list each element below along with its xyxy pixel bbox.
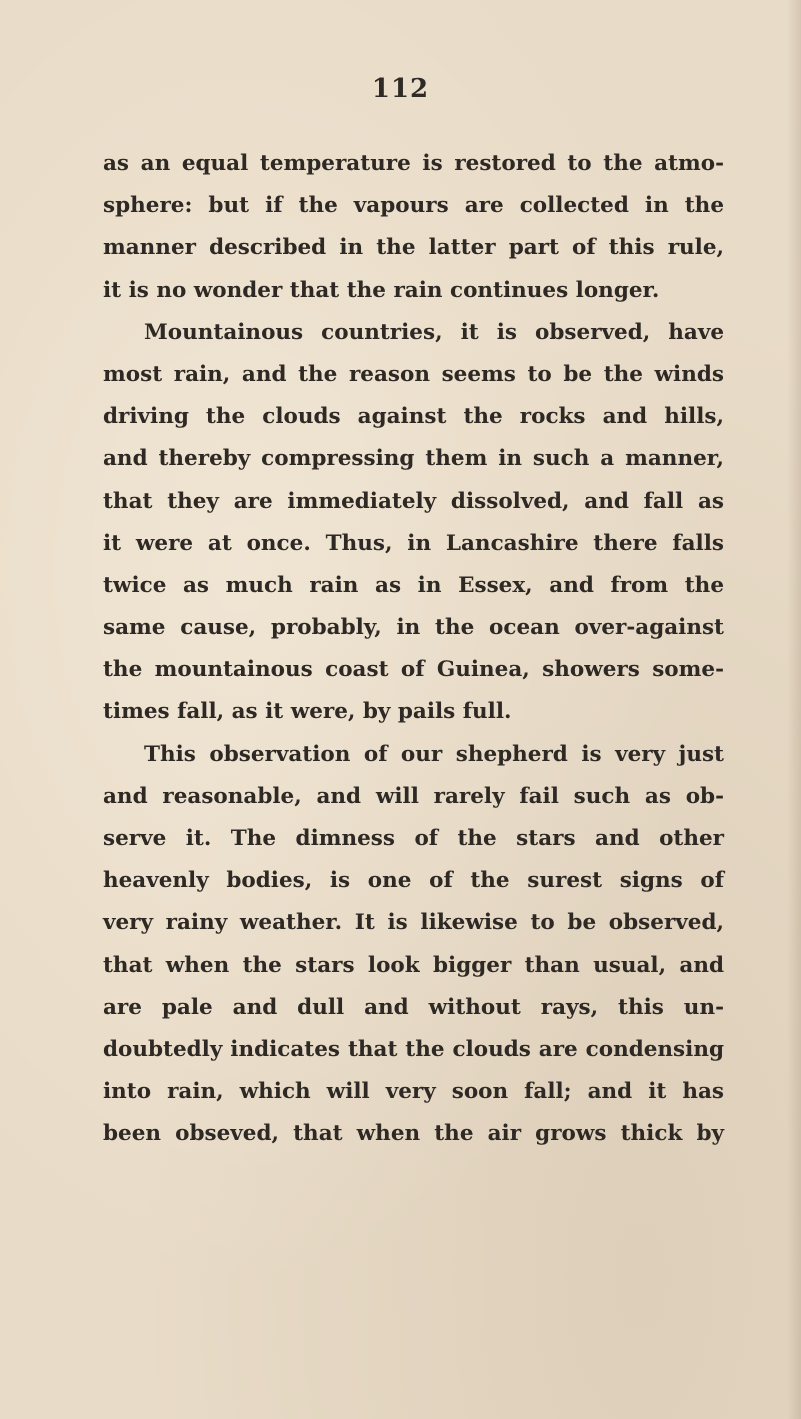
page-edge-shadow xyxy=(787,0,801,1419)
text-line: it is no wonder that the rain continues longer. xyxy=(103,277,660,303)
text-line: and thereby compressing them in such a manner, xyxy=(103,446,724,472)
text-line: same cause, probably, in the ocean over-against xyxy=(103,615,724,641)
text-line: into rain, which will very soon fall; and it has xyxy=(103,1079,724,1105)
text-line: times fall, as it were, by pails full. xyxy=(103,699,512,725)
text-line: serve it. The dimness of the stars and other xyxy=(103,826,724,851)
text-line: heavenly bodies, is one of the surest signs of xyxy=(103,868,724,894)
text-line: very rainy weather. It is likewise to be observed, xyxy=(103,910,724,936)
text-line: as an equal temperature is restored to the atmo- xyxy=(103,151,724,176)
paragraph-start-line: Mountainous countries, it is observed, have xyxy=(144,319,724,345)
text-line: driving the clouds against the rocks and hills, xyxy=(103,404,724,430)
paragraph-start-line: This observation of our shepherd is very just xyxy=(144,741,724,767)
text-line: twice as much rain as in Essex, and from the xyxy=(103,572,724,598)
text-line: most rain, and the reason seems to be the winds xyxy=(103,361,724,387)
text-line: manner described in the latter part of this rule, xyxy=(103,235,724,261)
text-line: sphere: but if the vapours are collected in the xyxy=(103,193,724,219)
text-line: are pale and dull and without rays, this un- xyxy=(103,994,724,1020)
text-line: doubtedly indicates that the clouds are condensing xyxy=(103,1036,724,1062)
text-line: been obseved, that when the air grows thick by xyxy=(103,1121,724,1147)
page-number: 112 xyxy=(371,74,430,104)
text-line: it were at once. Thus, in Lancashire there falls xyxy=(103,530,724,556)
text-line: that they are immediately dissolved, and fall as xyxy=(103,488,724,514)
text-line: that when the stars look bigger than usual, and xyxy=(103,952,724,978)
body-text xyxy=(103,143,724,1156)
text-line: and reasonable, and will rarely fail such as ob- xyxy=(103,783,724,809)
text-line: the mountainous coast of Guinea, showers some- xyxy=(103,657,724,683)
